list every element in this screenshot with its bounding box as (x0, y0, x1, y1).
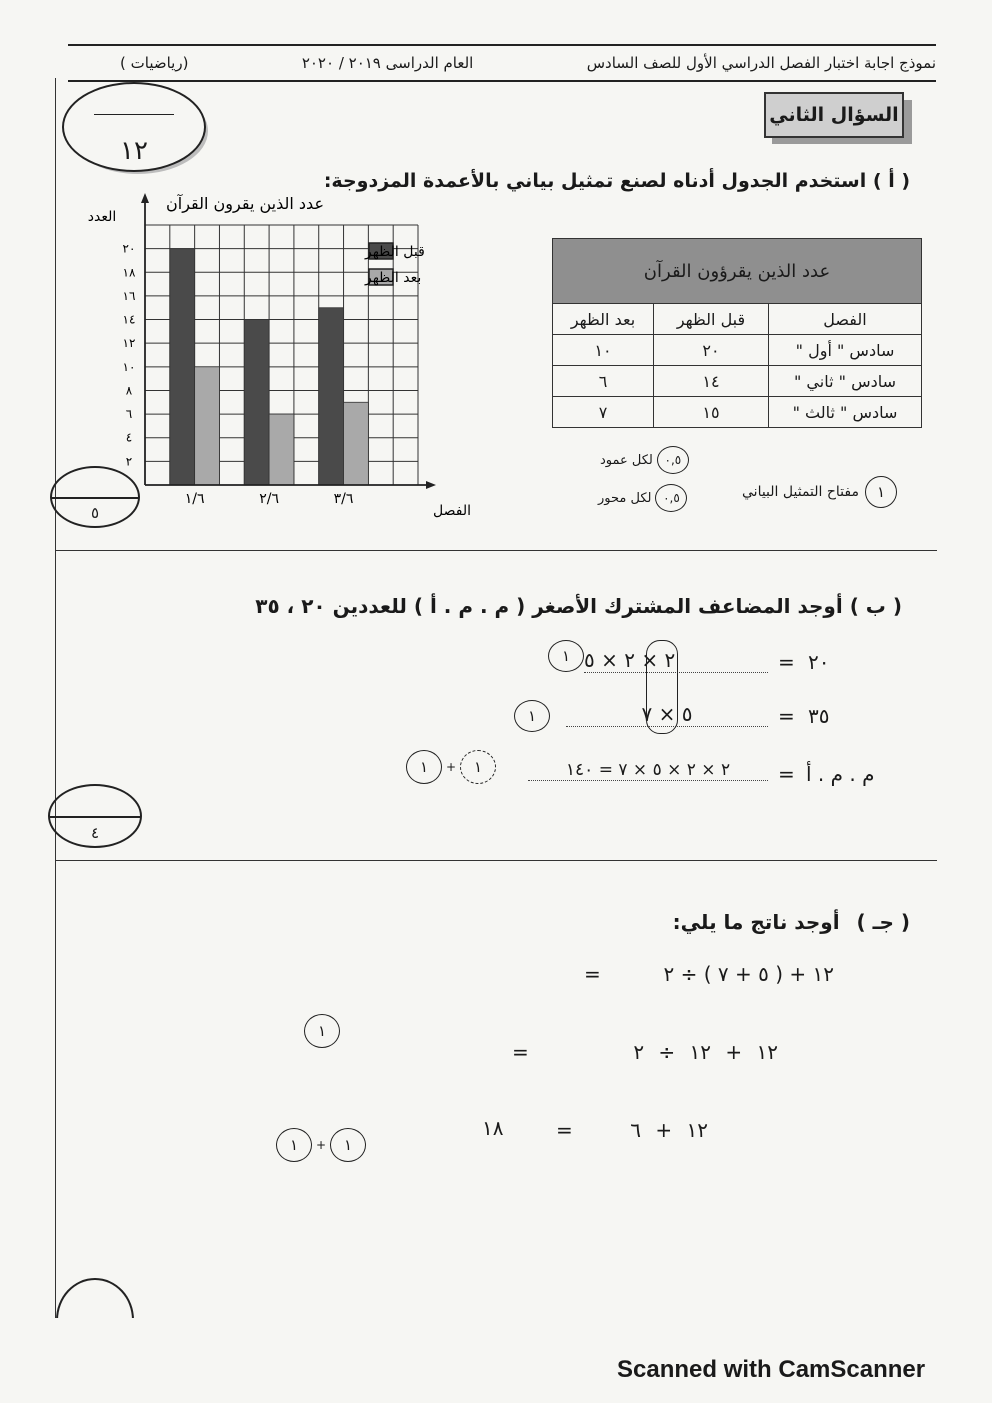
grading-text: لكل عمود (600, 452, 653, 468)
y-axis-arrow (141, 193, 149, 203)
b-line1-lhs: ٢٠ (808, 650, 830, 674)
mark-circle: ١ (304, 1014, 340, 1048)
header-bar (68, 44, 936, 82)
table-cell: ٧ (553, 397, 654, 428)
part-b-label: ( ب ) (849, 594, 902, 618)
table-header: بعد الظهر (553, 304, 654, 335)
data-table-title: عدد الذين يقرؤون القرآن (552, 238, 922, 303)
b-line3-equals: = (778, 762, 795, 786)
y-tick-label: ٤ (125, 430, 133, 445)
table-cell: سادس " أول " (769, 335, 922, 366)
mark-circle: ١ (276, 1128, 312, 1162)
total-score-value: ١٢ (120, 136, 148, 166)
x-axis-arrow (426, 481, 436, 489)
y-tick-label: ٨ (125, 383, 133, 398)
margin-line (55, 78, 56, 1318)
table-row (553, 366, 922, 397)
legend-label: بعد الظهر (365, 270, 422, 286)
bar-before-noon-3 (319, 308, 344, 485)
part-a-text: استخدم الجدول أدناه لصنع تمثيل بياني بالأعمدة المزدوجة: (323, 170, 867, 192)
c-line1-equals: = (584, 962, 601, 986)
data-table (552, 303, 922, 428)
y-tick-label: ١٠ (122, 359, 136, 374)
part-b-score (48, 784, 142, 848)
common-factor-oval (646, 640, 678, 734)
c-line2: ١٢ + ١٢ ÷ ٢ (633, 1040, 778, 1064)
part-c-instruction (673, 910, 910, 934)
grading-per-axis (598, 484, 687, 512)
mark-circle: ٠,٥ (655, 484, 687, 512)
question-title: السؤال الثاني (764, 92, 904, 138)
x-tick-label: ٢/٦ (259, 491, 279, 507)
mark-circle: ١ (865, 476, 897, 508)
y-tick-label: ١٢ (122, 336, 136, 351)
y-tick-label: ١٨ (122, 265, 136, 280)
data-table-wrap (552, 238, 922, 428)
table-cell: ١٠ (553, 335, 654, 366)
c-line3-marks (276, 1128, 366, 1162)
b-line3-rhs: ٢ × ٢ × ٥ × ٧ = ١٤٠ (528, 760, 768, 781)
bar-after-noon-1 (195, 367, 220, 485)
chart-legend (364, 243, 425, 286)
b-line2-equals: = (778, 704, 795, 728)
c-line1: ١٢ + ( ٥ + ٧ ) ÷ ٢ (663, 962, 834, 986)
b-line3-marks (406, 750, 496, 784)
y-tick-label: ٦ (125, 407, 133, 422)
table-row (553, 397, 922, 428)
bar-after-noon-3 (344, 402, 369, 485)
mark-circle: ١ (460, 750, 496, 784)
header-subject: ( رياضيات) (120, 54, 189, 72)
bar-after-noon-2 (269, 414, 294, 485)
table-cell: سادس " ثالث " (769, 397, 922, 428)
part-c-label: ( جـ ) (856, 910, 910, 934)
part-a-score (50, 466, 140, 528)
y-tick-label: ١٦ (122, 288, 136, 303)
grading-text: لكل محور (598, 490, 652, 506)
x-axis-label: الفصل (433, 503, 471, 519)
plus-sign: + (446, 760, 457, 774)
table-cell: سادس " ثاني " (769, 366, 922, 397)
c-line2-equals: = (512, 1040, 529, 1064)
mark-circle: ١ (406, 750, 442, 784)
header-year: العام الدراسى ٢٠١٩ / ٢٠٢٠ (301, 54, 474, 72)
b-line3-lhs: م . م . أ (806, 762, 875, 786)
mark-circle: ١ (514, 700, 550, 732)
b-line2-rhs: ٥ × ٧ (566, 702, 768, 727)
plus-sign: + (316, 1138, 327, 1152)
mark-circle: ١ (548, 640, 584, 672)
section-divider (55, 550, 937, 551)
mark-circle: ١ (330, 1128, 366, 1162)
section-divider (55, 860, 937, 861)
total-score-line (94, 114, 174, 115)
part-b-score-value: ٤ (90, 824, 100, 842)
y-tick-label: ٢ (125, 454, 133, 469)
table-cell: ١٥ (654, 397, 769, 428)
part-b-text: أوجد المضاعف المشترك الأصغر ( م . م . أ ) للعددين ٢٠ ، ٣٥ (255, 594, 843, 618)
c-line3-equals: = (556, 1118, 573, 1142)
c-line3-result: ١٨ (482, 1116, 504, 1140)
y-tick-label: ١٤ (122, 312, 136, 327)
table-cell: ٦ (553, 366, 654, 397)
mark-circle: ٠,٥ (657, 446, 689, 474)
part-b-instruction (255, 594, 902, 618)
x-tick-label: ٣/٦ (333, 491, 354, 507)
scanner-watermark: Scanned with CamScanner (617, 1356, 926, 1383)
double-bar-chart (80, 185, 500, 525)
table-header-row (553, 304, 922, 335)
table-cell: ١٤ (654, 366, 769, 397)
table-cell: ٢٠ (654, 335, 769, 366)
header-title: نموذج اجابة اختبار الفصل الدراسي الأول للصف السادس (586, 54, 936, 72)
c-line3: ١٢ + ٦ (630, 1118, 708, 1142)
bar-before-noon-1 (170, 249, 195, 485)
bar-before-noon-2 (244, 320, 269, 485)
table-header: الفصل (769, 304, 922, 335)
part-c-text: أوجد ناتج ما يلي: (672, 910, 840, 934)
legend-label: قبل الظهر (365, 244, 425, 260)
x-tick-label: ١/٦ (184, 491, 205, 507)
y-axis-label: العدد (87, 209, 117, 225)
table-row (553, 335, 922, 366)
total-score-circle (62, 82, 206, 172)
b-line1-equals: = (778, 650, 795, 674)
grading-key (742, 476, 897, 508)
grading-per-bar (600, 446, 689, 474)
b-line1-rhs: ٢ × ٢ × ٥ (584, 648, 768, 673)
y-tick-label: ٢٠ (122, 241, 136, 256)
table-header: قبل الظهر (654, 304, 769, 335)
chart-title: عدد الذين يقرون القرآن (166, 194, 324, 213)
b-line2-lhs: ٣٥ (808, 704, 830, 728)
grading-text: مفتاح التمثيل البياني (742, 484, 859, 500)
part-a-label: ( أ ) (872, 170, 910, 192)
part-a-score-value: ٥ (90, 504, 100, 522)
